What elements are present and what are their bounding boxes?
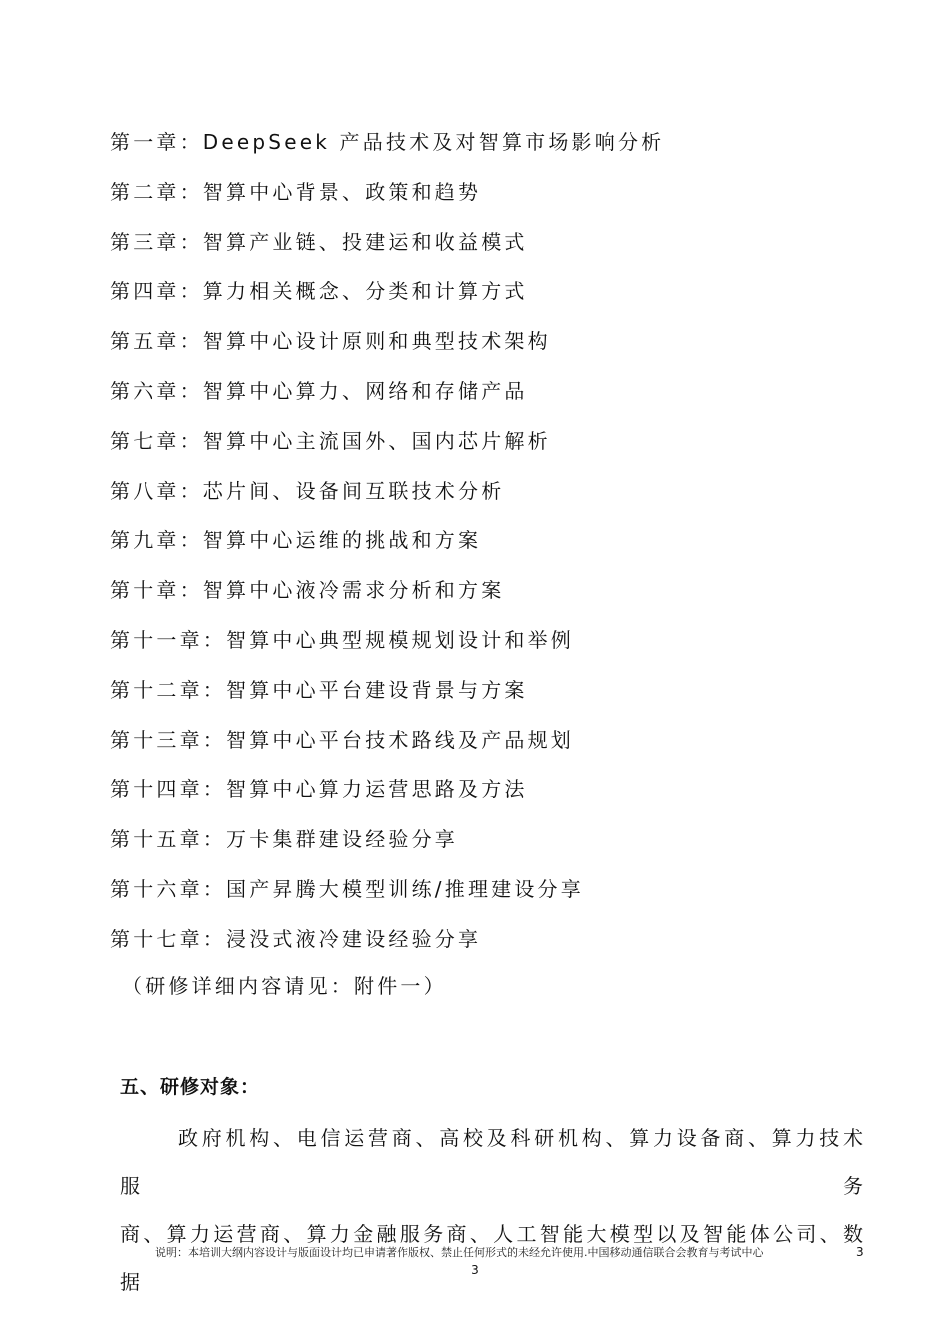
chapter-item: 第十二章：智算中心平台建设背景与方案	[110, 677, 528, 702]
chapter-list	[110, 118, 664, 965]
chapter-item: 第四章：算力相关概念、分类和计算方式	[110, 279, 528, 304]
chapter-item: 第十一章：智算中心典型规模规划设计和举例	[110, 627, 574, 652]
chapter-item: 第十四章：智算中心算力运营思路及方法	[110, 777, 528, 802]
page-number-right: 3	[856, 1245, 864, 1259]
paragraph-line: 政府机构、电信运营商、高校及科研机构、算力设备商、算力技术服务	[120, 1126, 866, 1198]
chapter-item: 第二章：智算中心背景、政策和趋势	[110, 179, 482, 204]
paragraph-line: 商、算力运营商、算力金融服务商、人工智能大模型以及智能体公司、数据	[120, 1222, 866, 1294]
attachment-note: （研修详细内容请见：附件一）	[122, 974, 447, 998]
chapter-item: 第十三章：智算中心平台技术路线及产品规划	[110, 727, 574, 752]
chapter-item: 第一章：DeepSeek 产品技术及对智算市场影响分析	[110, 130, 665, 154]
chapter-item: 第十七章：浸没式液冷建设经验分享	[110, 926, 482, 951]
copyright-statement: 说明：本培训大纲内容设计与版面设计均已申请著作版权、禁止任何形式的未经允许使用.中国移动通信联合会教育与考试中心	[155, 1246, 764, 1259]
section-title: 五、研修对象：	[120, 1076, 261, 1098]
chapter-item: 第七章：智算中心主流国外、国内芯片解析	[110, 428, 551, 453]
page-number-center: 3	[471, 1263, 479, 1277]
chapter-item: 第五章：智算中心设计原则和典型技术架构	[110, 329, 551, 354]
chapter-item: 第六章：智算中心算力、网络和存储产品	[110, 378, 528, 403]
chapter-item: 第十五章：万卡集群建设经验分享	[110, 827, 458, 852]
chapter-item: 第三章：智算产业链、投建运和收益模式	[110, 229, 528, 254]
chapter-item: 第九章：智算中心运维的挑战和方案	[110, 528, 482, 553]
chapter-item: 第十六章：国产昇腾大模型训练/推理建设分享	[110, 876, 584, 901]
chapter-item: 第八章：芯片间、设备间互联技术分析	[110, 478, 505, 503]
chapter-item: 第十章：智算中心液冷需求分析和方案	[110, 578, 505, 603]
